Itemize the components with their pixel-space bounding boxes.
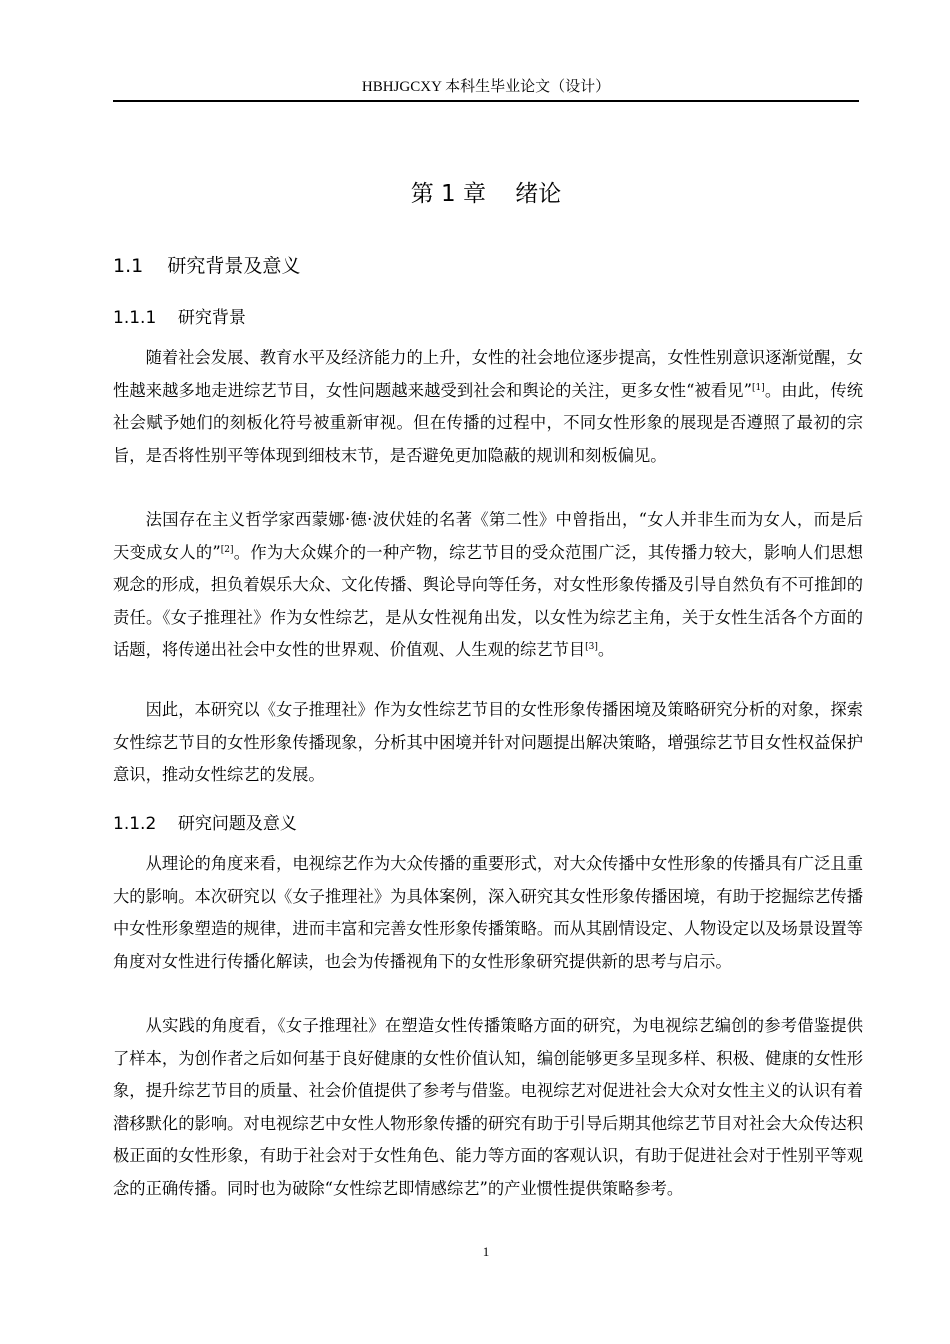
paragraph-background-3: 因此，本研究以《女子推理社》作为女性综艺节目的女性形象传播困境及策略研究分析的对象，探索女性综艺节目的女性形象传播现象，分析其中困境并针对问题提出解决策略，增强综艺节目女性权益保护意识，推动女性综艺的发展。 — [113, 700, 863, 784]
citation-ref-3: [3] — [585, 642, 598, 652]
citation-ref-2: [2] — [220, 544, 234, 555]
header-rule — [113, 100, 859, 102]
paragraph-significance-2: 从实践的角度看，《女子推理社》在塑造女性传播策略方面的研究，为电视综艺编创的参考借鉴提供了样本，为创作者之后如何基于良好健康的女性价值认知，编创能够更多呈现多样、积极、健康的女性形象，提升综艺节目的质量、社会价值提供了参考与借鉴。电视综艺对促进社会大众对女性主义的认识有着潜移默化的影响。对电视综艺中女性人物形象传播的研究有助于引导后期其他综艺节目对社会大众传达积极正面的女性形象，有助于社会对于女性角色、能力等方面的客观认识，有助于促进社会对于性别平等观念的正确传播。同时也为破除“女性综艺即情感综艺”的产业惯性提供策略参考。 — [113, 1016, 863, 1198]
citation-ref-1: [1] — [751, 382, 765, 393]
running-header: HBHJGCXY 本科生毕业论文（设计） — [361, 79, 611, 95]
paragraph-background-2: 法国存在主义哲学家西蒙娜·德·波伏娃的名著《第二性》中曾指出，“女人并非生而为女人，而是后天变成女人的”[2]。作为大众媒介的一种产物，综艺节目的受众范围广泛，其传播力较大，影响人们思想观念的形成，担负着娱乐大众、文化传播、舆论导向等任务，对女性形象传播及引导自然负有不可推卸的责任。《女子推理社》作为女性综艺，是从女性视角出发，以女性为综艺主角，关于女性生活各个方面的话题，将传递出社会中女性的世界观、价值观、人生观的综艺节目[3]。 — [113, 510, 863, 659]
paragraph-significance-1: 从理论的角度来看，电视综艺作为大众传播的重要形式，对大众传播中女性形象的传播具有广泛且重大的影响。本次研究以《女子推理社》为具体案例，深入研究其女性形象传播困境，有助于挖掘综艺传播中女性形象塑造的规律，进而丰富和完善女性形象传播策略。而从其剧情设定、人物设定以及场景设置等角度对女性进行传播化解读，也会为传播视角下的女性形象研究提供新的思考与启示。 — [113, 854, 863, 971]
subsection-heading-1-1-2: 1.1.2 研究问题及意义 — [113, 814, 297, 834]
page-number: 1 — [482, 1244, 490, 1259]
subsection-heading-1-1-1: 1.1.1 研究背景 — [113, 308, 246, 328]
paragraph-background-1: 随着社会发展、教育水平及经济能力的上升，女性的社会地位逐步提高，女性性别意识逐渐觉醒，女性越来越多地走进综艺节目，女性问题越来越受到社会和舆论的关注，更多女性“被看见”[1]。由此，传统社会赋予她们的刻板化符号被重新审视。但在传播的过程中，不同女性形象的展现是否遵照了最初的宗旨，是否将性别平等体现到细枝末节，是否避免更加隐蔽的规训和刻板偏见。 — [113, 348, 863, 465]
chapter-title: 第 1 章 绪论 — [410, 181, 562, 207]
section-heading-1-1: 1.1 研究背景及意义 — [113, 255, 301, 277]
